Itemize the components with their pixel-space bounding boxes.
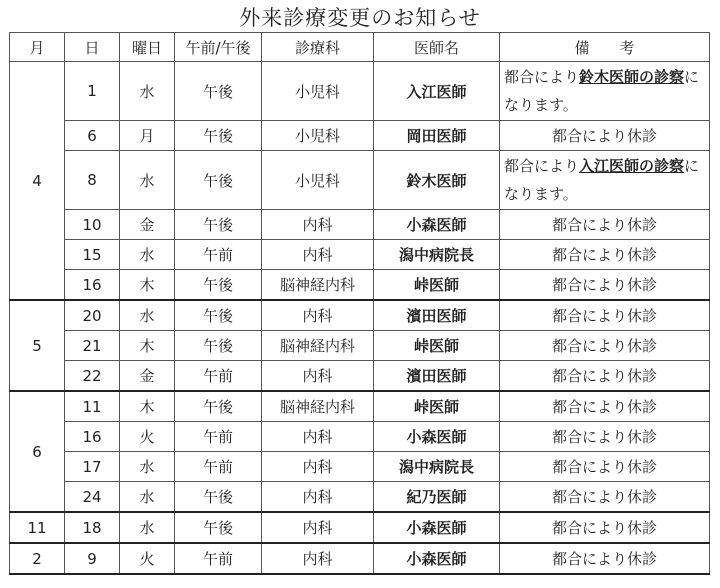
doctor-cell: 小森医師 [374, 210, 500, 240]
period-cell: 午後 [175, 121, 262, 151]
table-row [10, 391, 710, 422]
table-row [10, 210, 710, 240]
doctor-cell: 濱田医師 [374, 361, 500, 392]
header-weekday: 曜日 [120, 33, 175, 62]
header-doctor: 医師名 [374, 33, 500, 62]
note-cell [500, 62, 710, 121]
weekday-cell: 火 [120, 543, 175, 574]
period-cell: 午後 [175, 62, 262, 121]
day-cell: 18 [65, 512, 120, 543]
day-cell: 9 [65, 543, 120, 574]
table-row [10, 543, 710, 574]
note-cell: 都合により休診 [500, 422, 710, 452]
dept-cell: 内科 [262, 422, 374, 452]
note-prefix: 都合により [504, 157, 580, 175]
day-cell: 15 [65, 240, 120, 270]
day-cell: 1 [65, 62, 120, 121]
day-cell: 22 [65, 361, 120, 392]
day-cell: 8 [65, 151, 120, 210]
schedule-table [9, 32, 710, 575]
note-substitute-doctor: 鈴木医師の診察 [579, 68, 685, 86]
table-row [10, 121, 710, 151]
day-cell: 11 [65, 391, 120, 422]
note-cell: 都合により休診 [500, 452, 710, 482]
doctor-cell: 紀乃医師 [374, 482, 500, 513]
doctor-cell: 峠医師 [374, 391, 500, 422]
table-row [10, 361, 710, 392]
note-substitute-doctor: 入江医師の診察 [579, 157, 685, 175]
weekday-cell: 金 [120, 210, 175, 240]
weekday-cell: 火 [120, 422, 175, 452]
month-cell: 2 [10, 543, 65, 574]
doctor-cell: 小森医師 [374, 422, 500, 452]
weekday-cell: 水 [120, 240, 175, 270]
period-cell: 午後 [175, 210, 262, 240]
period-cell: 午後 [175, 512, 262, 543]
table-row [10, 151, 710, 210]
weekday-cell: 木 [120, 331, 175, 361]
weekday-cell: 木 [120, 391, 175, 422]
table-row [10, 300, 710, 331]
header-period: 午前/午後 [175, 33, 262, 62]
header-day: 日 [65, 33, 120, 62]
note-cell: 都合により休診 [500, 270, 710, 301]
period-cell: 午後 [175, 300, 262, 331]
doctor-cell: 入江医師 [374, 62, 500, 121]
header-row [10, 33, 710, 62]
dept-cell: 内科 [262, 543, 374, 574]
weekday-cell: 水 [120, 482, 175, 513]
note-cell: 都合により休診 [500, 361, 710, 392]
note-cell: 都合により休診 [500, 240, 710, 270]
period-cell: 午前 [175, 240, 262, 270]
day-cell: 10 [65, 210, 120, 240]
schedule-body [10, 62, 710, 575]
doctor-cell: 峠医師 [374, 331, 500, 361]
note-cell [500, 151, 710, 210]
period-cell: 午前 [175, 422, 262, 452]
note-cell: 都合により休診 [500, 482, 710, 513]
period-cell: 午後 [175, 482, 262, 513]
dept-cell: 脳神経内科 [262, 270, 374, 301]
doctor-cell: 潟中病院長 [374, 452, 500, 482]
doctor-cell: 潟中病院長 [374, 240, 500, 270]
header-note: 備 考 [500, 33, 710, 62]
dept-cell: 内科 [262, 512, 374, 543]
table-row [10, 270, 710, 301]
day-cell: 21 [65, 331, 120, 361]
dept-cell: 内科 [262, 210, 374, 240]
header-dept: 診療科 [262, 33, 374, 62]
header-month: 月 [10, 33, 65, 62]
note-cell: 都合により休診 [500, 210, 710, 240]
table-row [10, 452, 710, 482]
dept-cell: 内科 [262, 300, 374, 331]
month-cell: 11 [10, 512, 65, 543]
dept-cell: 内科 [262, 361, 374, 392]
doctor-cell: 濱田医師 [374, 300, 500, 331]
weekday-cell: 水 [120, 151, 175, 210]
month-cell: 5 [10, 300, 65, 391]
month-cell: 4 [10, 62, 65, 301]
note-cell: 都合により休診 [500, 300, 710, 331]
month-cell: 6 [10, 391, 65, 512]
table-row [10, 512, 710, 543]
weekday-cell: 金 [120, 361, 175, 392]
doctor-cell: 岡田医師 [374, 121, 500, 151]
table-row [10, 240, 710, 270]
doctor-cell: 小森医師 [374, 543, 500, 574]
note-suffix: になります。 [504, 68, 700, 114]
note-cell: 都合により休診 [500, 391, 710, 422]
table-row [10, 422, 710, 452]
weekday-cell: 木 [120, 270, 175, 301]
doctor-cell: 峠医師 [374, 270, 500, 301]
day-cell: 17 [65, 452, 120, 482]
page-title: 外来診療変更のお知らせ [239, 6, 481, 30]
day-cell: 20 [65, 300, 120, 331]
doctor-cell: 小森医師 [374, 512, 500, 543]
period-cell: 午前 [175, 543, 262, 574]
table-row [10, 331, 710, 361]
weekday-cell: 水 [120, 452, 175, 482]
period-cell: 午前 [175, 452, 262, 482]
weekday-cell: 水 [120, 62, 175, 121]
day-cell: 16 [65, 270, 120, 301]
weekday-cell: 水 [120, 300, 175, 331]
weekday-cell: 水 [120, 512, 175, 543]
table-row [10, 62, 710, 121]
period-cell: 午前 [175, 361, 262, 392]
note-cell: 都合により休診 [500, 121, 710, 151]
table-row [10, 482, 710, 513]
note-suffix: になります。 [504, 157, 700, 203]
dept-cell: 内科 [262, 482, 374, 513]
dept-cell: 小児科 [262, 151, 374, 210]
dept-cell: 内科 [262, 452, 374, 482]
dept-cell: 脳神経内科 [262, 331, 374, 361]
weekday-cell: 月 [120, 121, 175, 151]
day-cell: 16 [65, 422, 120, 452]
period-cell: 午後 [175, 391, 262, 422]
period-cell: 午後 [175, 331, 262, 361]
note-cell: 都合により休診 [500, 543, 710, 574]
period-cell: 午後 [175, 270, 262, 301]
day-cell: 24 [65, 482, 120, 513]
doctor-cell: 鈴木医師 [374, 151, 500, 210]
dept-cell: 脳神経内科 [262, 391, 374, 422]
dept-cell: 内科 [262, 240, 374, 270]
dept-cell: 小児科 [262, 62, 374, 121]
day-cell: 6 [65, 121, 120, 151]
note-cell: 都合により休診 [500, 512, 710, 543]
note-prefix: 都合により [504, 68, 580, 86]
dept-cell: 小児科 [262, 121, 374, 151]
period-cell: 午後 [175, 151, 262, 210]
note-cell: 都合により休診 [500, 331, 710, 361]
